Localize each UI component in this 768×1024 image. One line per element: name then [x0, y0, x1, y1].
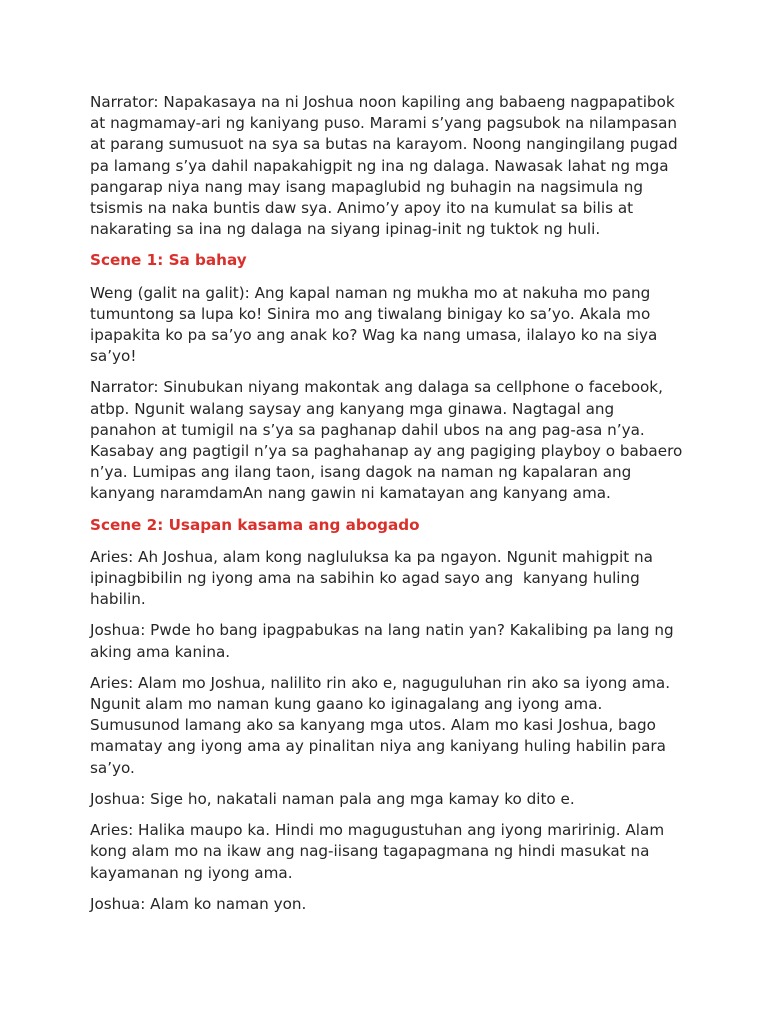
aries-dialogue-2: Aries: Alam mo Joshua, nalilito rin ako e, naguguluhan rin ako sa iyong ama. Ngunit alam mo naman kung gaano ko iginagalang ang iyong ama. Sumusunod lamang ako sa kanyang mga utos. Alam mo kasi Joshua, bago mamatay ang iyong ama ay pinalitan niya ang kaniyang huling habilin para sa’yo. [90, 673, 671, 777]
joshua-dialogue-3: Joshua: Alam ko naman yon. [90, 894, 307, 913]
joshua-dialogue-2: Joshua: Sige ho, nakatali naman pala ang mga kamay ko dito e. [90, 789, 575, 808]
scene-1-heading: Scene 1: Sa bahay [90, 251, 247, 270]
scene-2-heading: Scene 2: Usapan kasama ang abogado [90, 515, 420, 534]
joshua-dialogue-1: Joshua: Pwde ho bang ipagpabukas na lang natin yan? Kakalibing pa lang ng aking ama kanina. [90, 621, 674, 661]
aries-dialogue-1: Aries: Ah Joshua, alam kong nagluluksa ka pa ngayon. Ngunit mahigpit na ipinagbibilin ng iyong ama na sabihin ko agad sayo ang kanyang huling habilin. [90, 547, 653, 609]
narrator-intro-paragraph: Narrator: Napakasaya na ni Joshua noon kapiling ang babaeng nagpapatibok at nagmamay-ari ng kaniyang puso. Marami s’yang pagsubok na nilampasan at parang sumusuot na sya sa butas na karayom. Noong nangingilang pugad pa lamang s’ya dahil napakahigpit ng ina ng dalaga. Nawasak lahat ng mga pangarap niya nang may isang mapaglubid ng buhagin na nagsimula ng tsismis na naka buntis daw sya. Animo’y apoy ito na kumulat sa bilis at nakarating sa ina ng dalaga na siyang ipinag-init ng tuktok ng huli. [90, 93, 678, 239]
narrator-scene1-paragraph: Narrator: Sinubukan niyang makontak ang dalaga sa cellphone o facebook, atbp. Ngunit walang saysay ang kanyang mga ginawa. Nagtagal ang panahon at tumigil na s’ya sa paghanap dahil ubos na ang pag-asa n’ya. Kasabay ang pagtigil n’ya sa paghahanap ay ang pagiging playboy o babaero n’ya. Lumipas ang ilang taon, isang dagok na naman ng kapalaran ang kanyang naramdamAn nang gawin ni kamatayan ang kanyang ama. [90, 378, 683, 503]
weng-dialogue: Weng (galit na galit): Ang kapal naman ng mukha mo at nakuha mo pang tumuntong sa lupa ko! Sinira mo ang tiwalang binigay ko sa’yo. Akala mo ipapakita ko pa sa’yo ang anak ko? Wag ka nang umasa, ilalayo ko na siya sa’yo! [90, 283, 658, 366]
aries-dialogue-3: Aries: Halika maupo ka. Hindi mo magugustuhan ang iyong maririnig. Alam kong alam mo na ikaw ang nag-iisang tagapagmana ng hindi masukat na kayamanan ng iyong ama. [90, 821, 665, 882]
document-body [90, 92, 690, 925]
